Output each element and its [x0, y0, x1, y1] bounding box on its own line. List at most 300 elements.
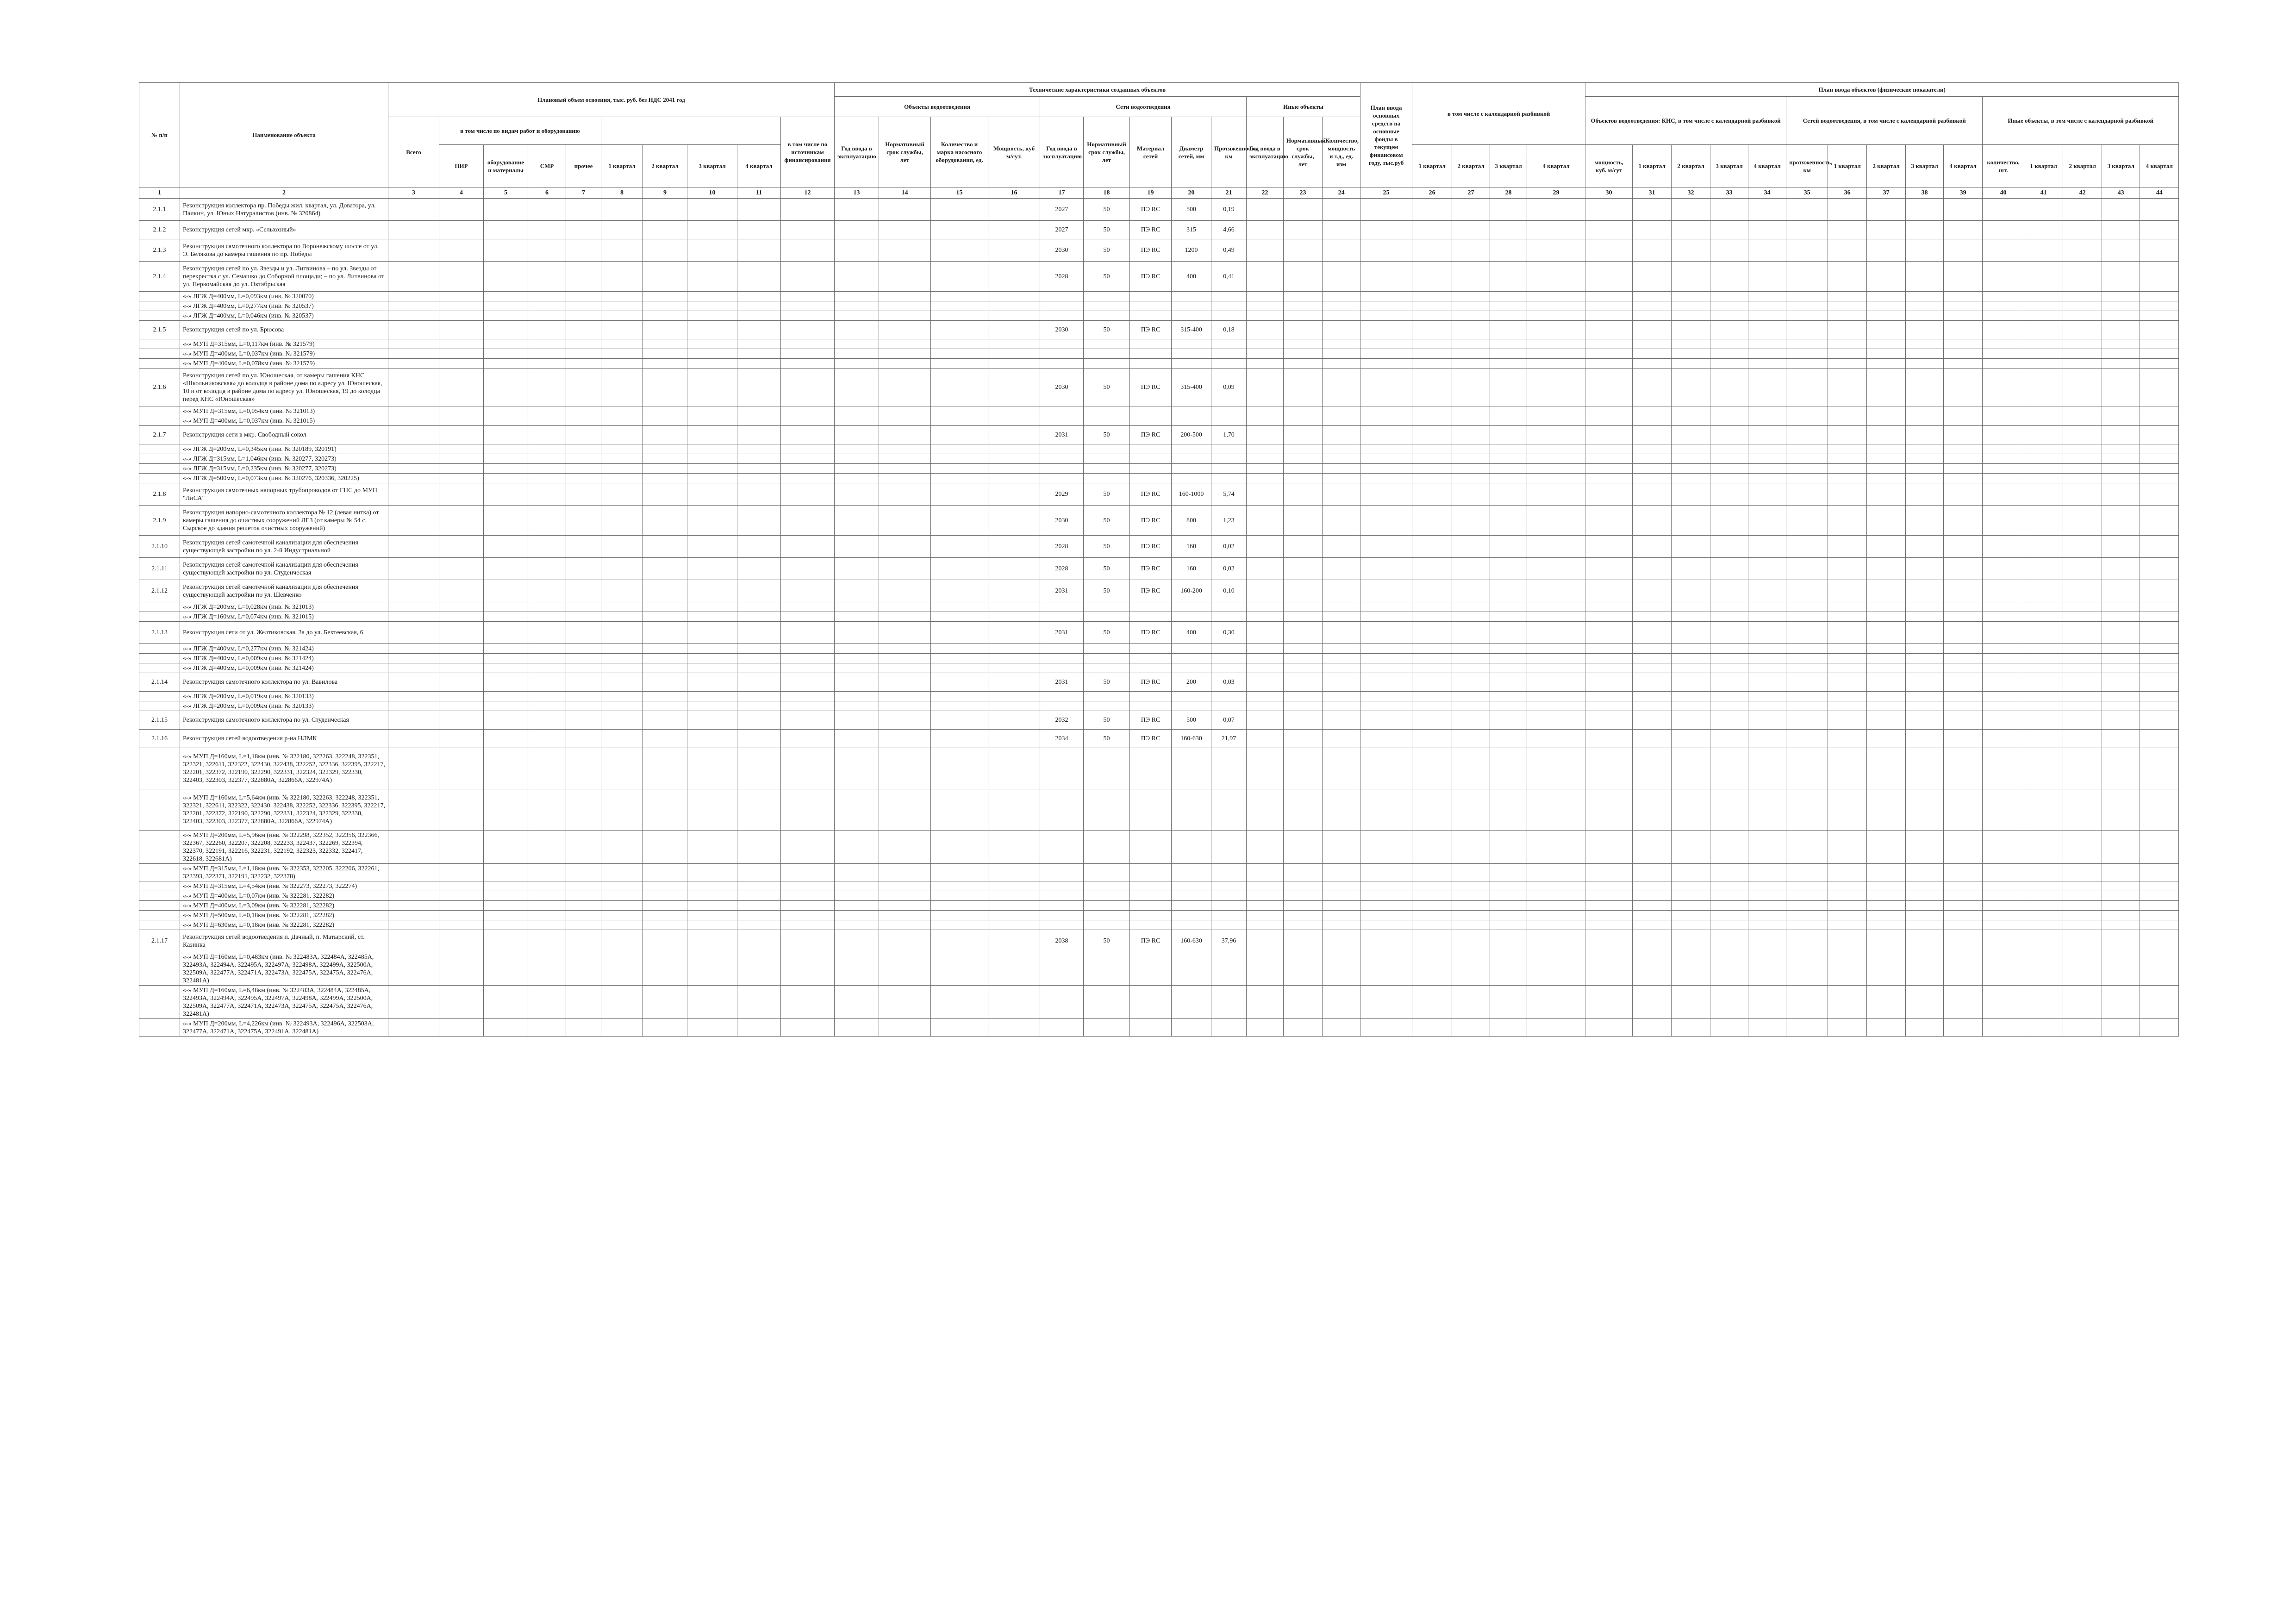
empty-cell [1710, 359, 1748, 369]
row-index [139, 1019, 180, 1037]
empty-cell [1040, 444, 1084, 454]
empty-cell [528, 416, 566, 426]
empty-cell [1040, 474, 1084, 483]
empty-cell [1527, 692, 1585, 701]
empty-cell [1490, 663, 1527, 673]
empty-cell [1748, 321, 1786, 339]
empty-cell [1944, 673, 1983, 692]
empty-cell [1284, 359, 1323, 369]
empty-cell [1786, 301, 1828, 311]
empty-cell [879, 426, 931, 444]
empty-cell [528, 221, 566, 239]
empty-cell [2063, 454, 2102, 464]
object-name: «-» МУП Д=160мм, L=0,483км (инв. № 322483А, 322484А, 322485А, 322493А, 322494А, 322495А, 322497А, 322498А, 322499А, 322500А, 322509А, 322477А, 322471А, 322473А, 322475А, 322475А, 322476А, 322481А) [180, 952, 388, 986]
empty-cell [2063, 701, 2102, 711]
row-index: 2.1.13 [139, 622, 180, 644]
empty-cell [1867, 831, 1906, 864]
empty-cell [1211, 920, 1247, 930]
empty-cell [1490, 622, 1527, 644]
empty-cell [1867, 952, 1906, 986]
cell-mat: ПЭ RC [1130, 483, 1172, 506]
empty-cell [737, 881, 781, 891]
table-row [139, 930, 2179, 952]
empty-cell [2063, 311, 2102, 321]
empty-cell [1452, 730, 1490, 748]
empty-cell [1710, 663, 1748, 673]
empty-cell [1786, 789, 1828, 831]
empty-cell [2024, 454, 2063, 464]
empty-cell [439, 311, 484, 321]
empty-cell [737, 901, 781, 911]
empty-cell [1710, 692, 1748, 701]
empty-cell [1247, 349, 1284, 359]
empty-cell [2063, 464, 2102, 474]
empty-cell [1633, 321, 1672, 339]
row-index: 2.1.11 [139, 558, 180, 580]
empty-cell [484, 239, 528, 262]
empty-cell [1748, 663, 1786, 673]
empty-cell [528, 602, 566, 612]
empty-cell [566, 612, 601, 622]
empty-cell [1247, 920, 1284, 930]
empty-cell [566, 622, 601, 644]
empty-cell [1867, 199, 1906, 221]
empty-cell [835, 321, 879, 339]
header-q1: 1 квартал [601, 145, 643, 187]
empty-cell [1323, 301, 1360, 311]
empty-cell [1490, 920, 1527, 930]
empty-cell [1211, 911, 1247, 920]
empty-cell [687, 952, 737, 986]
header-other-qty: количество, шт. [1983, 145, 2024, 187]
empty-cell [1748, 673, 1786, 692]
empty-cell [1247, 506, 1284, 536]
empty-cell [737, 952, 781, 986]
empty-cell [1490, 644, 1527, 654]
table-row [139, 622, 2179, 644]
empty-cell [388, 622, 439, 644]
empty-cell [931, 558, 988, 580]
empty-cell [1284, 831, 1323, 864]
empty-cell [1906, 831, 1944, 864]
empty-cell [1172, 748, 1211, 789]
empty-cell [388, 506, 439, 536]
empty-cell [1672, 262, 1710, 292]
empty-cell [528, 692, 566, 701]
empty-cell [1323, 930, 1360, 952]
empty-cell [737, 506, 781, 536]
empty-cell [1490, 654, 1527, 663]
empty-cell [1906, 864, 1944, 881]
table-row [139, 369, 2179, 406]
empty-cell [1786, 349, 1828, 359]
empty-cell [1906, 663, 1944, 673]
empty-cell [1211, 301, 1247, 311]
empty-cell [988, 663, 1040, 673]
empty-cell [737, 199, 781, 221]
object-name: Реконструкция самотечного коллектора по Воронежскому шоссе от ул. Э. Белякова до камеры гашения по пр. Победы [180, 239, 388, 262]
empty-cell [1828, 663, 1867, 673]
cell-year: 2031 [1040, 622, 1084, 644]
empty-cell [1527, 789, 1585, 831]
empty-cell [1040, 654, 1084, 663]
empty-cell [566, 321, 601, 339]
empty-cell [1748, 483, 1786, 506]
empty-cell [1247, 239, 1284, 262]
empty-cell [601, 536, 643, 558]
empty-cell [643, 454, 687, 464]
empty-cell [931, 911, 988, 920]
object-name: «-» МУП Д=400мм, L=3,09км (инв. № 322281, 322282) [180, 901, 388, 911]
empty-cell [1906, 474, 1944, 483]
empty-cell [1585, 612, 1633, 622]
cell-year: 2032 [1040, 711, 1084, 730]
empty-cell [687, 612, 737, 622]
empty-cell [1490, 239, 1527, 262]
empty-cell [566, 602, 601, 612]
empty-cell [643, 221, 687, 239]
empty-cell [1172, 339, 1211, 349]
empty-cell [643, 654, 687, 663]
object-name: «-» ЛГЖ Д=500мм, L=0,073км (инв. № 320276, 320336, 320225) [180, 474, 388, 483]
empty-cell [1983, 506, 2024, 536]
empty-cell [988, 474, 1040, 483]
empty-cell [1412, 891, 1452, 901]
empty-cell [835, 292, 879, 301]
empty-cell [931, 506, 988, 536]
empty-cell [835, 199, 879, 221]
empty-cell [439, 930, 484, 952]
empty-cell [1710, 444, 1748, 454]
column-number: 33 [1710, 187, 1748, 199]
empty-cell [1412, 673, 1452, 692]
empty-cell [1983, 881, 2024, 891]
empty-cell [835, 711, 879, 730]
empty-cell [2024, 952, 2063, 986]
empty-cell [1247, 416, 1284, 426]
empty-cell [1944, 901, 1983, 911]
empty-cell [1748, 612, 1786, 622]
empty-cell [1786, 864, 1828, 881]
empty-cell [1172, 831, 1211, 864]
empty-cell [879, 221, 931, 239]
empty-cell [566, 864, 601, 881]
empty-cell [1360, 654, 1412, 663]
empty-cell [1828, 711, 1867, 730]
empty-cell [1867, 359, 1906, 369]
empty-cell [601, 711, 643, 730]
empty-cell [601, 464, 643, 474]
table-subrow [139, 464, 2179, 474]
empty-cell [643, 406, 687, 416]
empty-cell [388, 901, 439, 911]
row-index [139, 464, 180, 474]
cell-diam: 315-400 [1172, 321, 1211, 339]
empty-cell [835, 483, 879, 506]
empty-cell [643, 506, 687, 536]
table-row [139, 506, 2179, 536]
header-kns-q2: 2 квартал [1672, 145, 1710, 187]
empty-cell [1323, 199, 1360, 221]
empty-cell [1412, 730, 1452, 748]
header-kns-capacity: мощность, куб. м/сут [1585, 145, 1633, 187]
empty-cell [1527, 464, 1585, 474]
empty-cell [1828, 311, 1867, 321]
empty-cell [388, 321, 439, 339]
empty-cell [1828, 891, 1867, 901]
empty-cell [601, 359, 643, 369]
empty-cell [643, 663, 687, 673]
empty-cell [2063, 901, 2102, 911]
empty-cell [566, 464, 601, 474]
empty-cell [1323, 454, 1360, 464]
empty-cell [528, 730, 566, 748]
empty-cell [988, 199, 1040, 221]
row-index [139, 701, 180, 711]
empty-cell [781, 920, 835, 930]
empty-cell [1490, 369, 1527, 406]
empty-cell [1828, 881, 1867, 891]
empty-cell [1585, 692, 1633, 701]
empty-cell [1944, 406, 1983, 416]
empty-cell [1284, 663, 1323, 673]
empty-cell [1944, 311, 1983, 321]
empty-cell [601, 1019, 643, 1037]
empty-cell [931, 986, 988, 1019]
empty-cell [528, 673, 566, 692]
empty-cell [988, 930, 1040, 952]
table-subrow [139, 881, 2179, 891]
empty-cell [2063, 673, 2102, 692]
empty-cell [1360, 406, 1412, 416]
empty-cell [1084, 454, 1130, 464]
empty-cell [2024, 748, 2063, 789]
empty-cell [1247, 622, 1284, 644]
empty-cell [484, 301, 528, 311]
empty-cell [1323, 881, 1360, 891]
empty-cell [2102, 464, 2140, 474]
empty-cell [1710, 1019, 1748, 1037]
empty-cell [835, 911, 879, 920]
empty-cell [1130, 1019, 1172, 1037]
empty-cell [1130, 920, 1172, 930]
empty-cell [1710, 901, 1748, 911]
empty-cell [1786, 464, 1828, 474]
empty-cell [439, 692, 484, 701]
row-index [139, 881, 180, 891]
empty-cell [1633, 454, 1672, 464]
empty-cell [1452, 416, 1490, 426]
cell-len: 21,97 [1211, 730, 1247, 748]
cell-len: 1,23 [1211, 506, 1247, 536]
empty-cell [2063, 654, 2102, 663]
empty-cell [1710, 474, 1748, 483]
empty-cell [737, 474, 781, 483]
empty-cell [781, 1019, 835, 1037]
empty-cell [1360, 369, 1412, 406]
header-equipment-qty: Количество и марка насосного оборудования, ед. [931, 117, 988, 187]
empty-cell [931, 622, 988, 644]
empty-cell [1585, 426, 1633, 444]
empty-cell [1527, 239, 1585, 262]
empty-cell [1944, 831, 1983, 864]
empty-cell [1360, 789, 1412, 831]
empty-cell [687, 301, 737, 311]
table-row [139, 558, 2179, 580]
empty-cell [1906, 359, 1944, 369]
empty-cell [1452, 292, 1490, 301]
empty-cell [388, 199, 439, 221]
cell-life: 50 [1084, 506, 1130, 536]
empty-cell [1360, 199, 1412, 221]
empty-cell [1490, 474, 1527, 483]
empty-cell [2140, 891, 2179, 901]
empty-cell [643, 831, 687, 864]
empty-cell [601, 301, 643, 311]
cell-year: 2028 [1040, 536, 1084, 558]
empty-cell [439, 748, 484, 789]
empty-cell [1452, 349, 1490, 359]
empty-cell [601, 901, 643, 911]
cell-life: 50 [1084, 483, 1130, 506]
empty-cell [1710, 911, 1748, 920]
empty-cell [1906, 602, 1944, 612]
empty-cell [737, 911, 781, 920]
empty-cell [1983, 262, 2024, 292]
object-name: «-» МУП Д=400мм, L=0,078км (инв. № 321579) [180, 359, 388, 369]
empty-cell [1983, 730, 2024, 748]
column-number: 13 [835, 187, 879, 199]
table-subrow [139, 602, 2179, 612]
empty-cell [2102, 986, 2140, 1019]
empty-cell [601, 748, 643, 789]
cell-year: 2029 [1040, 483, 1084, 506]
empty-cell [1983, 654, 2024, 663]
empty-cell [687, 891, 737, 901]
empty-cell [1040, 311, 1084, 321]
empty-cell [1412, 644, 1452, 654]
empty-cell [1452, 506, 1490, 536]
empty-cell [1906, 558, 1944, 580]
empty-cell [1130, 464, 1172, 474]
empty-cell [1490, 339, 1527, 349]
column-number: 4 [439, 187, 484, 199]
header-other-q1: 1 квартал [2024, 145, 2063, 187]
empty-cell [1906, 349, 1944, 359]
empty-cell [1323, 891, 1360, 901]
empty-cell [1527, 262, 1585, 292]
empty-cell [1867, 622, 1906, 644]
header-network-diameter: Диаметр сетей, мм [1172, 117, 1211, 187]
empty-cell [1633, 369, 1672, 406]
empty-cell [1284, 748, 1323, 789]
empty-cell [687, 311, 737, 321]
header-q3: 3 квартал [687, 145, 737, 187]
empty-cell [1633, 444, 1672, 454]
empty-cell [1284, 952, 1323, 986]
empty-cell [1130, 406, 1172, 416]
cell-diam: 400 [1172, 262, 1211, 292]
empty-cell [835, 454, 879, 464]
empty-cell [1585, 701, 1633, 711]
cell-len: 0,49 [1211, 239, 1247, 262]
empty-cell [1412, 952, 1452, 986]
empty-cell [1633, 558, 1672, 580]
empty-cell [1412, 864, 1452, 881]
empty-cell [1944, 911, 1983, 920]
empty-cell [988, 464, 1040, 474]
empty-cell [1710, 673, 1748, 692]
empty-cell [643, 986, 687, 1019]
empty-cell [2140, 930, 2179, 952]
empty-cell [601, 701, 643, 711]
empty-cell [1867, 930, 1906, 952]
empty-cell [2140, 612, 2179, 622]
cell-mat: ПЭ RC [1130, 558, 1172, 580]
cell-mat: ПЭ RC [1130, 239, 1172, 262]
empty-cell [1527, 901, 1585, 911]
empty-cell [2102, 311, 2140, 321]
table-row [139, 426, 2179, 444]
empty-cell [1284, 789, 1323, 831]
empty-cell [1585, 199, 1633, 221]
empty-cell [687, 1019, 737, 1037]
empty-cell [1944, 711, 1983, 730]
cell-diam: 160-200 [1172, 580, 1211, 602]
empty-cell [1867, 506, 1906, 536]
empty-cell [1633, 426, 1672, 444]
empty-cell [1585, 891, 1633, 901]
empty-cell [2063, 864, 2102, 881]
empty-cell [1527, 730, 1585, 748]
empty-cell [1944, 506, 1983, 536]
empty-cell [2063, 730, 2102, 748]
empty-cell [737, 454, 781, 464]
empty-cell [1084, 602, 1130, 612]
empty-cell [1360, 711, 1412, 730]
empty-cell [988, 644, 1040, 654]
empty-cell [643, 349, 687, 359]
column-number: 19 [1130, 187, 1172, 199]
empty-cell [566, 930, 601, 952]
object-name: «-» ЛГЖ Д=400мм, L=0,009км (инв. № 321424) [180, 663, 388, 673]
empty-cell [601, 221, 643, 239]
empty-cell [2063, 663, 2102, 673]
empty-cell [601, 426, 643, 444]
empty-cell [2063, 483, 2102, 506]
empty-cell [1786, 911, 1828, 920]
empty-cell [1633, 654, 1672, 663]
empty-cell [1130, 454, 1172, 464]
empty-cell [1906, 292, 1944, 301]
empty-cell [1284, 199, 1323, 221]
empty-cell [1412, 986, 1452, 1019]
header-networks-q4: 4 квартал [1944, 145, 1983, 187]
empty-cell [781, 239, 835, 262]
empty-cell [1748, 711, 1786, 730]
empty-cell [931, 292, 988, 301]
empty-cell [2140, 444, 2179, 454]
cell-diam: 315-400 [1172, 369, 1211, 406]
empty-cell [988, 711, 1040, 730]
empty-cell [1748, 454, 1786, 464]
empty-cell [484, 644, 528, 654]
empty-cell [484, 580, 528, 602]
empty-cell [1906, 986, 1944, 1019]
column-number: 24 [1323, 187, 1360, 199]
empty-cell [1828, 920, 1867, 930]
empty-cell [1672, 644, 1710, 654]
